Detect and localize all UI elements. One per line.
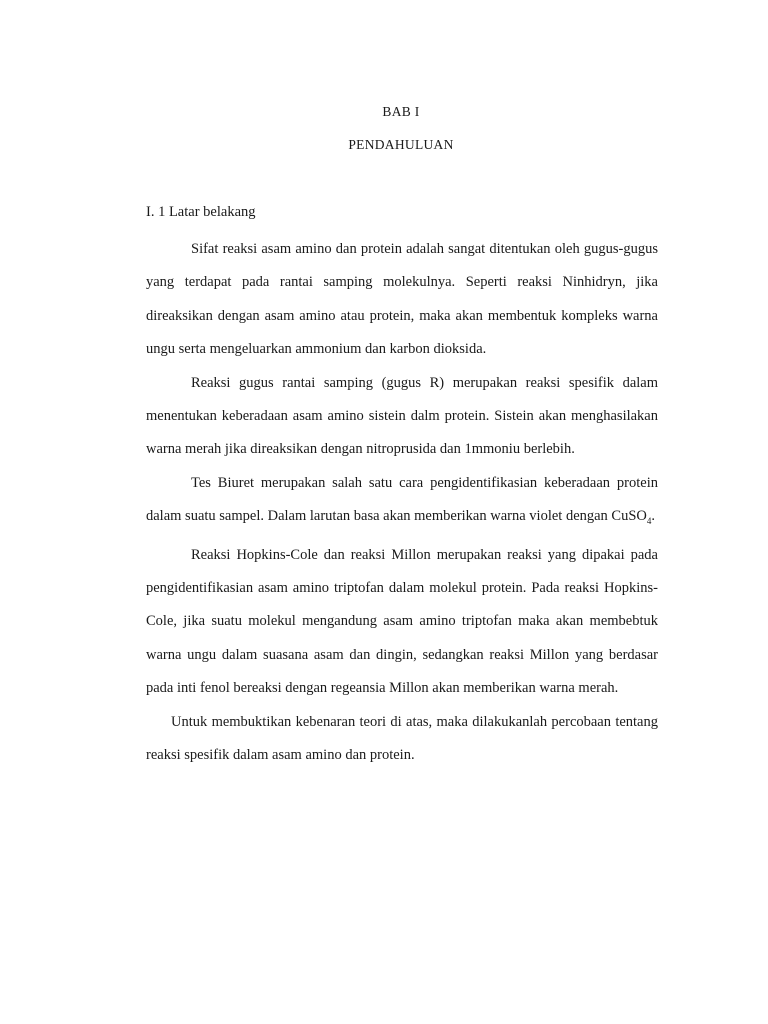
paragraph-3-subscript: 4 <box>646 516 652 527</box>
paragraph-1: Sifat reaksi asam amino dan protein adalah sangat ditentukan oleh gugus-gugus yang terdapat pada rantai samping molekulnya. Seperti reaksi Ninhidryn, jika direaksikan dengan asam amino atau protein, maka akan membentuk kompleks warna ungu serta mengeluarkan ammonium dan karbon dioksida. <box>146 241 658 358</box>
paragraph-5: Untuk membuktikan kebenaran teori di atas, maka dilakukanlah percobaan tentang reaksi spesifik dalam asam amino dan protein. <box>146 713 658 763</box>
paragraph-4: Reaksi Hopkins-Cole dan reaksi Millon merupakan reaksi yang dipakai pada pengidentifikasian asam amino triptofan dalam molekul protein. Pada reaksi Hopkins-Cole, jika suatu molekul mengandung asam amino triptofan maka akan membebtuk warna ungu dalam suasana asam dan dingin, sedangkan reaksi Millon yang berdasar pada inti fenol bereaksi dengan regeansia Millon akan memberikan warna merah. <box>146 546 658 697</box>
section-title: I. 1 Latar belakang <box>146 204 256 220</box>
chapter-title: PENDAHULUAN <box>348 137 454 152</box>
paragraph-3-text: Tes Biuret merupakan salah satu cara pengidentifikasian keberadaan protein dalam suatu sampel. Dalam larutan basa akan memberikan warna violet dengan CuSO <box>146 474 658 525</box>
paragraph-3-end: . <box>651 508 656 525</box>
paragraph-3 <box>146 467 658 539</box>
paragraph-2: Reaksi gugus rantai samping (gugus R) merupakan reaksi spesifik dalam menentukan keberadaan asam amino sistein dalm protein. Sistein akan menghasilakan warna merah jika direaksikan dengan nitroprusida dan 1mmoniu berlebih. <box>146 374 658 458</box>
body-text <box>146 233 658 772</box>
chapter-number: BAB I <box>382 104 420 119</box>
